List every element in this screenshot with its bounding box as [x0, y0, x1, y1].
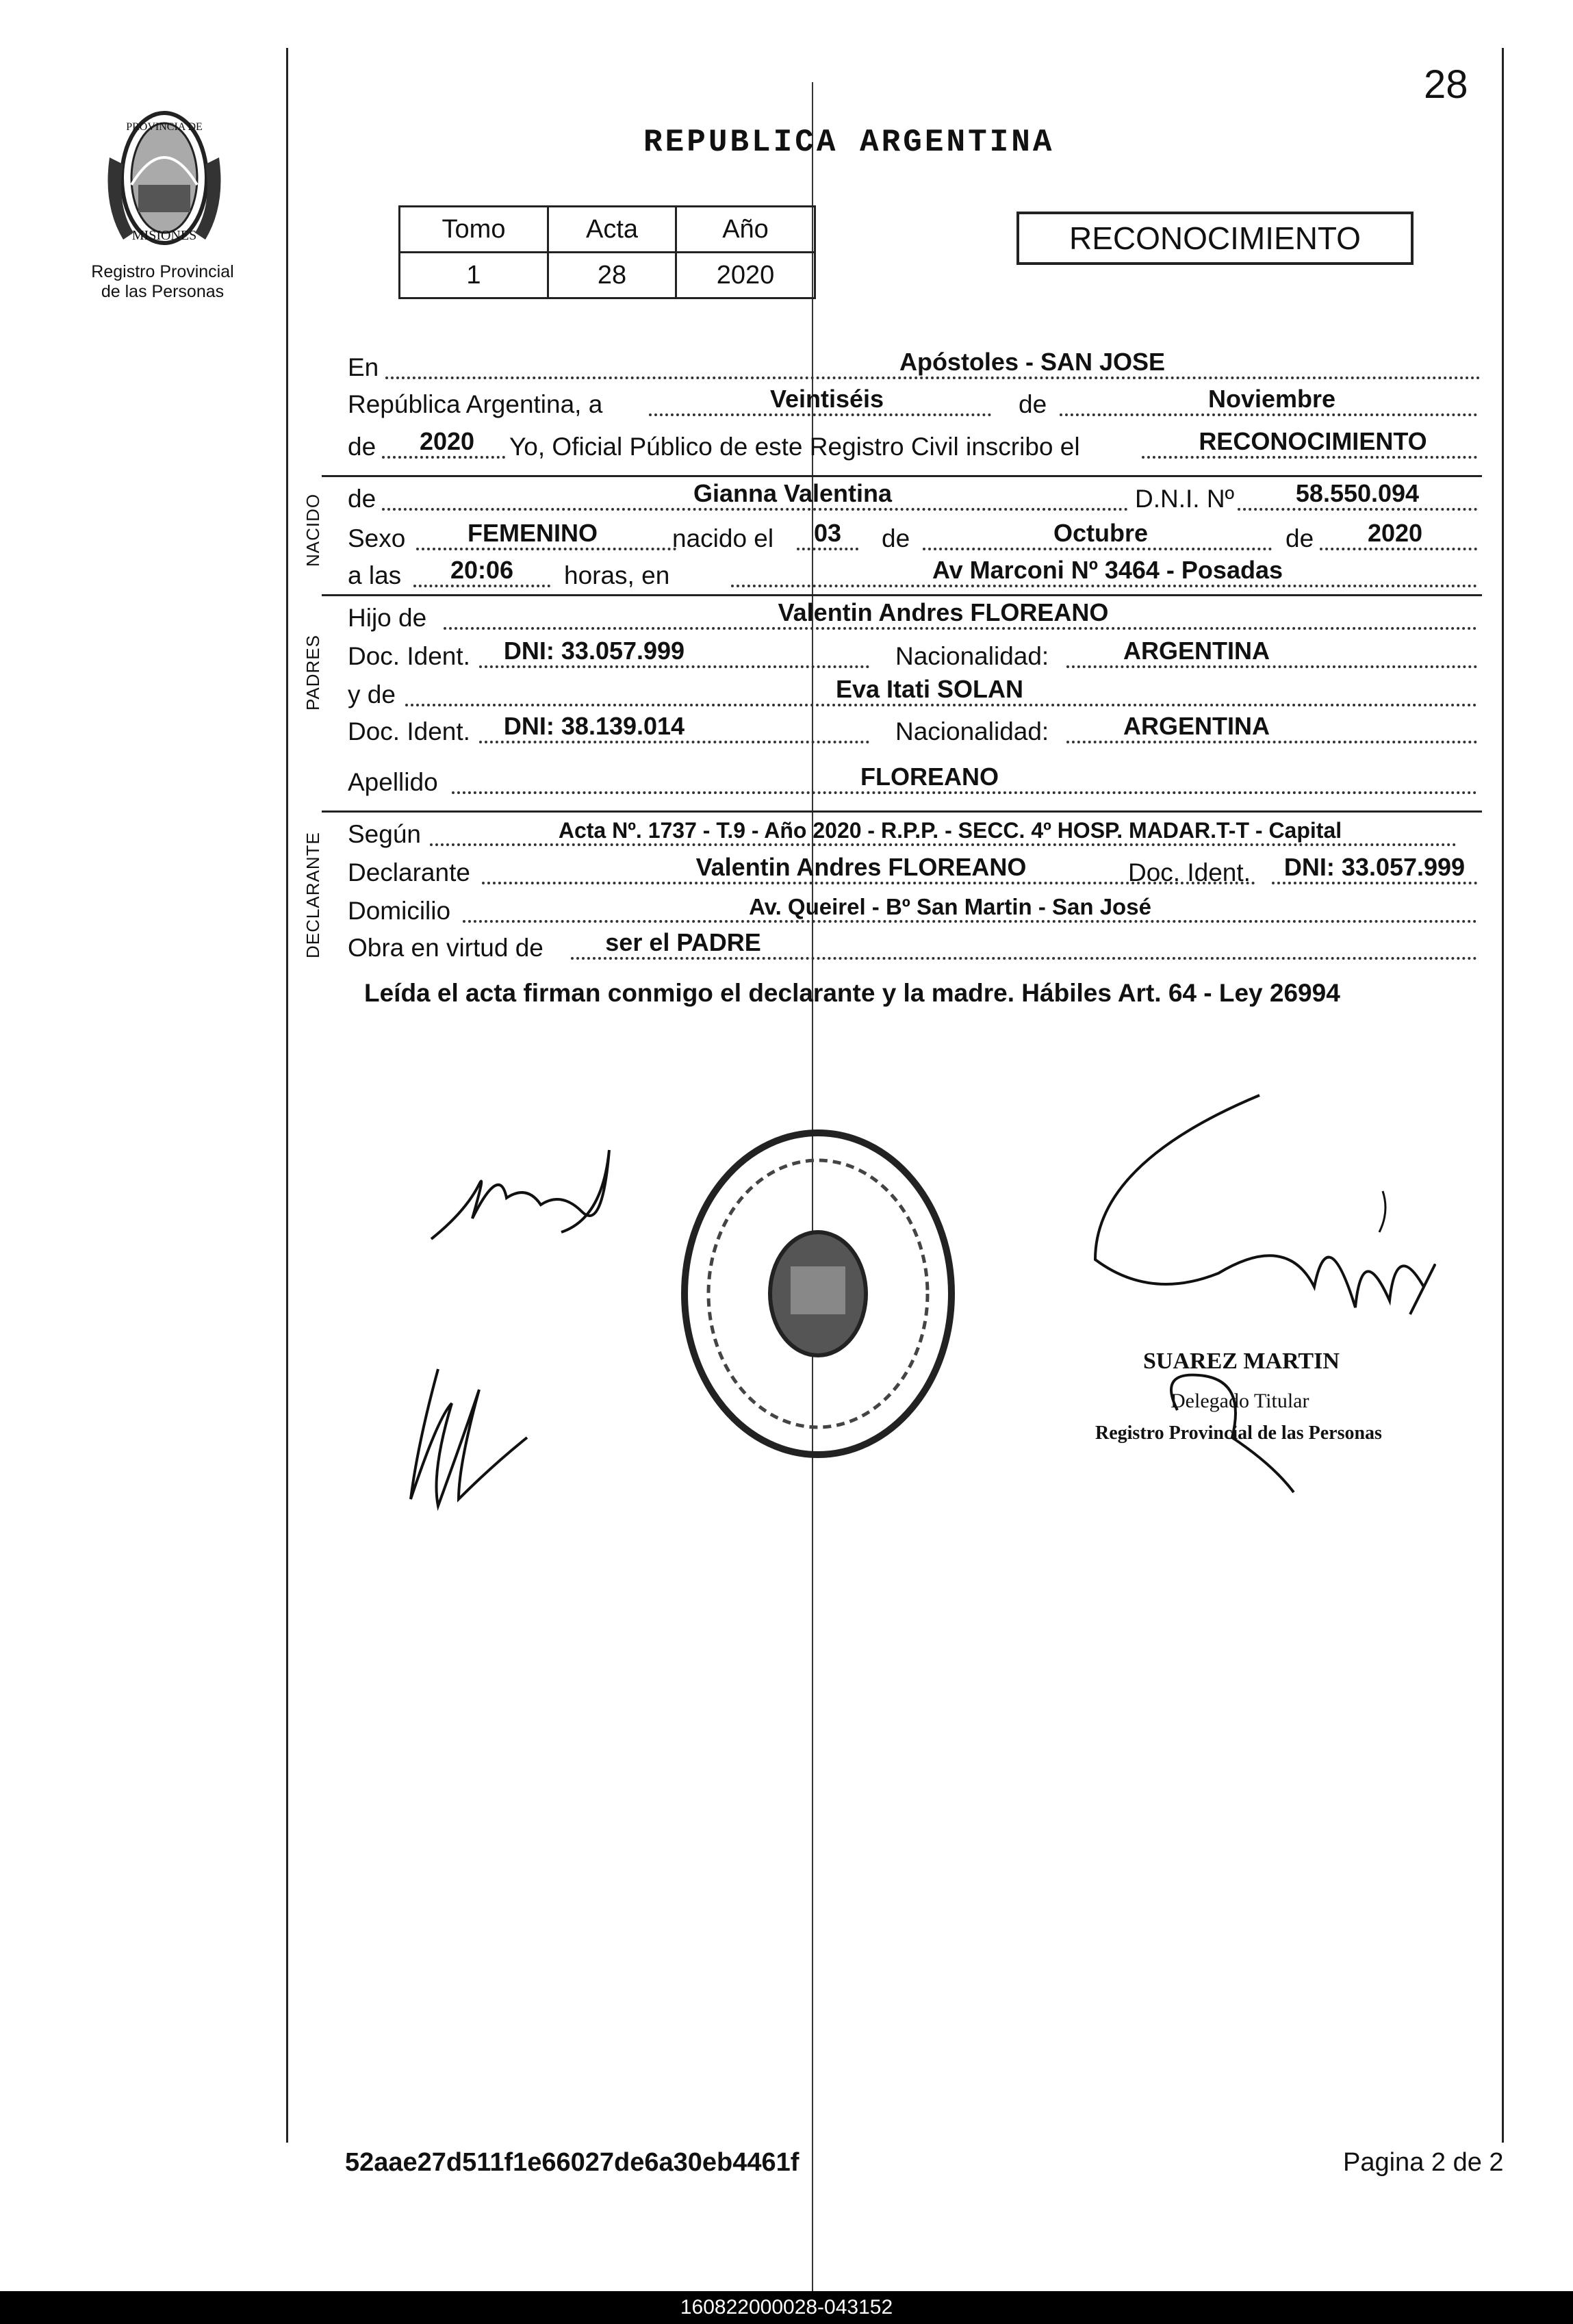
dotted-line	[1238, 508, 1477, 511]
row-inscribo	[348, 427, 1477, 463]
value-time: 20:06	[450, 556, 514, 584]
page-counter: Pagina 2 de 2	[1343, 2148, 1504, 2177]
dotted-line	[1066, 741, 1477, 743]
label-inscribo: Yo, Oficial Público de este Registro Civil inscribo el	[509, 433, 1080, 461]
dotted-line	[405, 704, 1477, 706]
page-number: 28	[1424, 62, 1468, 107]
closing-text: Leída el acta firman conmigo el declarante y la madre. Hábiles Art. 64 - Ley 26994	[364, 979, 1340, 1007]
value-segun: Acta Nº. 1737 - T.9 - Año 2020 - R.P.P. - SECC. 4º HOSP. MADAR.T-T - Capital	[558, 818, 1342, 843]
official-seal	[674, 1123, 962, 1465]
record-table	[398, 205, 816, 299]
dotted-line	[571, 957, 1477, 960]
table-value-acta: 28	[548, 253, 676, 298]
row-apellido	[348, 763, 1477, 798]
registry-caption-line2: de las Personas	[101, 282, 225, 301]
table-value-ano: 2020	[676, 253, 815, 298]
table-header-ano: Año	[676, 207, 815, 253]
dotted-line	[797, 548, 858, 550]
value-mother-doc: DNI: 38.139.014	[503, 712, 685, 740]
value-mother: Eva Itati SOLAN	[835, 675, 1024, 703]
label-sexo: Sexo	[348, 524, 406, 552]
official-office: Registro Provincial de las Personas	[1095, 1422, 1382, 1444]
label-apellido: Apellido	[348, 768, 438, 796]
record-table-value-row	[400, 253, 815, 298]
section-label-declarante: DECLARANTE	[303, 832, 323, 958]
value-day: Veintiséis	[769, 385, 884, 413]
value-declarante-doc: DNI: 33.057.999	[1283, 853, 1466, 881]
official-name: SUAREZ MARTIN	[1143, 1349, 1340, 1374]
section-divider	[322, 594, 1482, 596]
row-a-las	[348, 556, 1477, 591]
value-declarante: Valentin Andres FLOREANO	[695, 853, 1027, 881]
label-republica: República Argentina, a	[348, 390, 603, 418]
value-father-nationality: ARGENTINA	[1123, 637, 1270, 665]
value-birth-place: Av Marconi Nº 3464 - Posadas	[932, 556, 1283, 584]
row-hijo-de	[348, 598, 1477, 634]
registry-caption	[72, 262, 253, 302]
value-father: Valentin Andres FLOREANO	[778, 598, 1109, 626]
label-de: de	[882, 524, 910, 552]
dotted-line	[479, 741, 869, 743]
row-declarante	[348, 853, 1477, 889]
label-nacido-el: nacido el	[672, 524, 774, 552]
section-label-nacido: NACIDO	[303, 493, 323, 567]
value-act-type: RECONOCIMIENTO	[1199, 427, 1427, 455]
section-divider	[322, 810, 1482, 813]
dotted-line	[444, 627, 1477, 630]
dotted-line	[413, 585, 550, 587]
dotted-line	[479, 665, 869, 668]
value-birth-month: Octubre	[1053, 519, 1149, 547]
province-emblem	[96, 103, 233, 260]
row-mother-doc	[348, 712, 1477, 748]
row-y-de	[348, 675, 1477, 711]
label-domicilio: Domicilio	[348, 897, 451, 925]
label-nacionalidad: Nacionalidad:	[895, 717, 1049, 745]
value-apellido: FLOREANO	[860, 763, 999, 791]
dotted-line	[416, 548, 676, 550]
dotted-line	[1320, 548, 1477, 550]
document-type-box: RECONOCIMIENTO	[1016, 212, 1414, 265]
dotted-line	[1272, 882, 1477, 884]
label-segun: Según	[348, 820, 421, 848]
row-sexo	[348, 519, 1477, 554]
label-en: En	[348, 353, 379, 381]
label-nacionalidad: Nacionalidad:	[895, 642, 1049, 670]
label-doc-ident: Doc. Ident.	[1128, 858, 1251, 886]
dotted-line	[430, 843, 1457, 846]
left-margin-line	[286, 48, 288, 2143]
label-obra: Obra en virtud de	[348, 934, 543, 962]
value-sexo: FEMENINO	[467, 519, 598, 547]
official-title: Delegado Titular	[1171, 1390, 1309, 1412]
value-child-dni: 58.550.094	[1295, 479, 1420, 507]
dotted-line	[649, 413, 991, 416]
dotted-line	[1142, 456, 1477, 459]
label-doc-ident: Doc. Ident.	[348, 642, 470, 670]
dotted-line	[382, 456, 505, 459]
mother-signature	[390, 1362, 541, 1527]
dotted-line	[463, 920, 1477, 923]
dotted-line	[382, 508, 1128, 511]
official-signature	[1068, 1082, 1492, 1520]
row-en	[348, 348, 1477, 383]
emblem-text-bottom: MISIONES	[131, 228, 197, 243]
table-value-tomo: 1	[400, 253, 548, 298]
label-de: de	[1286, 524, 1314, 552]
row-father-doc	[348, 637, 1477, 672]
label-y-de: y de	[348, 680, 396, 708]
emblem-text-top: PROVINCIA DE	[126, 121, 203, 133]
dotted-line	[385, 376, 1481, 379]
right-margin-line	[1502, 48, 1504, 2143]
dotted-line	[731, 585, 1477, 587]
dotted-line	[1066, 665, 1477, 668]
label-dni: D.N.I. Nº	[1135, 485, 1235, 513]
section-divider	[322, 475, 1482, 477]
table-header-acta: Acta	[548, 207, 676, 253]
label-doc-ident: Doc. Ident.	[348, 717, 470, 745]
label-de: de	[1019, 390, 1047, 418]
record-table-header-row	[400, 207, 815, 253]
value-child-name: Gianna Valentina	[693, 479, 893, 507]
dotted-line	[1060, 413, 1477, 416]
label-hijo-de: Hijo de	[348, 604, 427, 632]
row-obra	[348, 928, 1477, 964]
row-republica	[348, 385, 1477, 420]
value-birth-day: 03	[813, 519, 842, 547]
value-birth-year: 2020	[1367, 519, 1423, 547]
value-obra: ser el PADRE	[605, 928, 761, 956]
value-month: Noviembre	[1207, 385, 1336, 413]
registry-caption-line1: Registro Provincial	[91, 262, 234, 281]
value-father-doc: DNI: 33.057.999	[503, 637, 685, 665]
country-title: REPUBLICA ARGENTINA	[643, 125, 1055, 160]
label-declarante: Declarante	[348, 858, 470, 886]
label-de: de	[348, 485, 376, 513]
document-hash: 52aae27d511f1e66027de6a30eb4461f	[345, 2148, 800, 2177]
row-segun	[348, 815, 1477, 850]
table-header-tomo: Tomo	[400, 207, 548, 253]
barcode-number-bar: 160822000028-043152	[0, 2291, 1573, 2324]
row-nacido-name	[348, 479, 1477, 515]
section-label-padres: PADRES	[303, 635, 323, 711]
dotted-line	[923, 548, 1272, 550]
declarant-signature	[424, 1123, 630, 1260]
row-domicilio	[348, 891, 1477, 927]
value-place: Apóstoles - SAN JOSE	[899, 348, 1166, 376]
dotted-line	[452, 791, 1477, 794]
value-mother-nationality: ARGENTINA	[1123, 712, 1270, 740]
label-horas: horas, en	[564, 561, 670, 589]
value-year: 2020	[419, 427, 475, 455]
value-domicilio: Av. Queirel - Bº San Martin - San José	[749, 894, 1151, 919]
label-a-las: a las	[348, 561, 402, 589]
label-de2: de	[348, 433, 376, 461]
